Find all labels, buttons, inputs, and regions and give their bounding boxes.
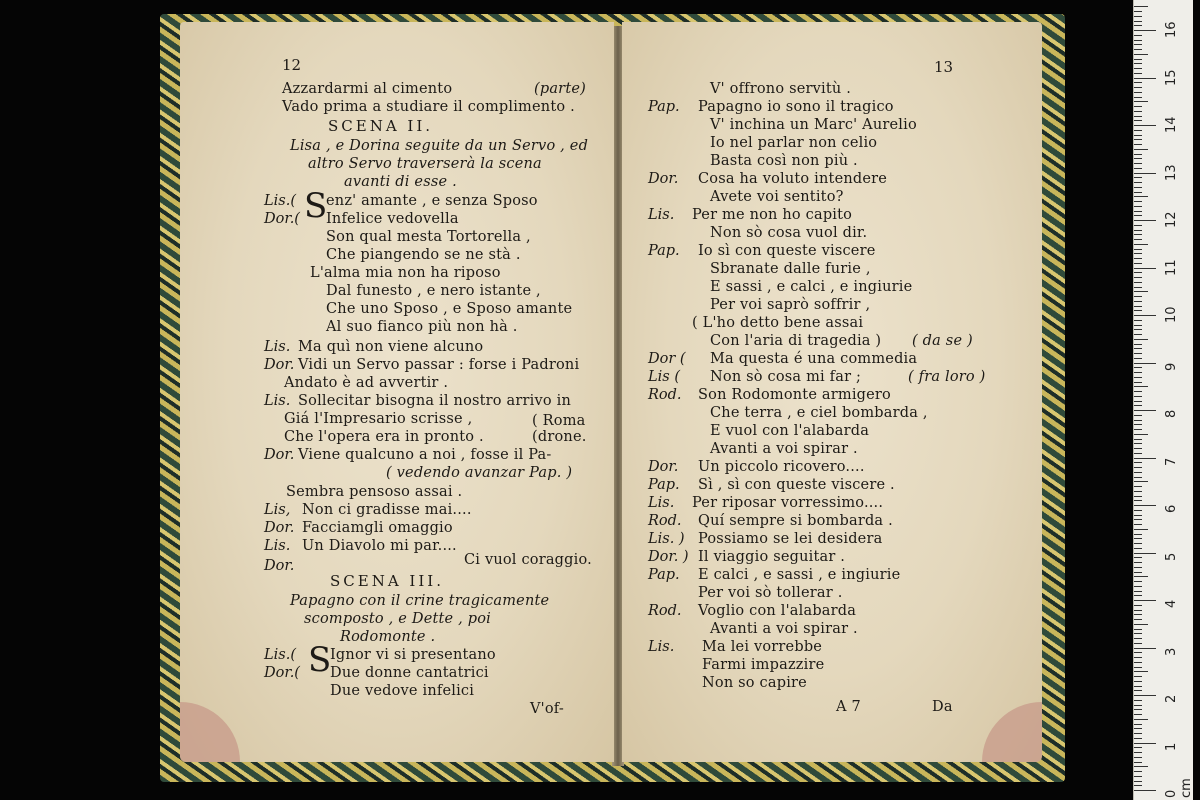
text-line: Sì , sì con queste viscere .: [698, 477, 895, 493]
ruler-label: 15: [1164, 68, 1179, 86]
ruler-tick: [1134, 462, 1142, 463]
text-line: Giá l'Impresario scrisse ,: [284, 411, 473, 427]
ruler-tick: [1134, 614, 1142, 615]
speaker-label: Lis.: [648, 207, 675, 223]
ruler-tick: [1134, 643, 1142, 644]
ruler-tick: [1134, 35, 1142, 36]
ruler-tick: [1134, 187, 1142, 188]
stage-direction: scomposto , e Dette , poi: [304, 611, 491, 627]
ruler-tick: [1134, 49, 1142, 50]
ruler-tick: [1134, 553, 1156, 554]
ruler-tick: [1134, 78, 1156, 79]
text-line: Infelice vedovella: [326, 211, 459, 227]
ruler-tick: [1134, 738, 1142, 739]
catchword: Da: [932, 699, 953, 715]
ruler-tick: [1134, 629, 1142, 630]
ruler-tick: [1134, 63, 1142, 64]
ruler-tick: [1134, 120, 1142, 121]
text-line: (drone.: [532, 429, 587, 445]
ruler-label: 10: [1164, 306, 1179, 323]
text-line: Son qual mesta Tortorella ,: [326, 229, 531, 245]
ruler-tick: [1134, 135, 1142, 136]
ruler-tick: [1134, 434, 1148, 435]
right-page-number: 13: [934, 58, 954, 76]
ruler-tick: [1134, 215, 1142, 216]
text-line: Un Diavolo mi par....: [302, 538, 457, 554]
text-line: Per voi saprò soffrir ,: [710, 297, 871, 313]
ruler-tick: [1134, 652, 1142, 653]
ruler-tick: [1134, 510, 1142, 511]
ruler-tick: [1134, 581, 1142, 582]
ruler-tick: [1134, 73, 1142, 74]
ruler-tick: [1134, 534, 1142, 535]
ruler-tick: [1134, 766, 1148, 767]
ruler-tick: [1134, 296, 1142, 297]
ruler-label: 0 cm: [1164, 778, 1194, 798]
ruler-tick: [1134, 177, 1142, 178]
drop-cap: S: [308, 640, 332, 680]
text-line: E vuol con l'alabarda: [710, 423, 870, 439]
text-line: Son Rodomonte armigero: [698, 387, 891, 403]
ruler-tick: [1134, 358, 1142, 359]
text-line: Avete voi sentito?: [710, 189, 844, 205]
ruler-tick: [1134, 106, 1142, 107]
stage-direction: (parte): [534, 81, 586, 97]
ruler-tick: [1134, 429, 1142, 430]
speaker-label: Lis.(: [264, 647, 296, 663]
ruler-tick: [1134, 206, 1142, 207]
ruler-tick: [1134, 116, 1142, 117]
ruler-tick: [1134, 681, 1142, 682]
text-line: Non sò cosa vuol dir.: [710, 225, 868, 241]
speaker-label: Rod.: [648, 387, 682, 403]
speaker-label: Pap.: [648, 477, 680, 493]
speaker-label: Dor.: [648, 459, 679, 475]
ruler-tick: [1134, 163, 1142, 164]
ruler-tick: [1134, 244, 1148, 245]
text-line: Quí sempre si bombarda .: [698, 513, 893, 529]
text-line: Papagno io sono il tragico: [698, 99, 894, 115]
ruler-tick: [1134, 348, 1142, 349]
ruler-tick: [1134, 44, 1142, 45]
text-line: Facciamgli omaggio: [302, 520, 453, 536]
measurement-ruler: [1133, 0, 1193, 800]
text-line: Al suo fianco più non hà .: [326, 319, 518, 335]
ruler-tick: [1134, 310, 1142, 311]
ruler-tick: [1134, 325, 1142, 326]
text-line: V' offrono servitù .: [710, 81, 852, 97]
ruler-tick: [1134, 733, 1142, 734]
speaker-label: Lis.: [264, 339, 291, 355]
text-line: Due vedove infelici: [330, 683, 475, 699]
ruler-tick: [1134, 496, 1142, 497]
ruler-tick: [1134, 776, 1142, 777]
ruler-tick: [1134, 781, 1142, 782]
text-line: Il viaggio seguitar .: [698, 549, 846, 565]
text-line: Ma quì non viene alcuno: [298, 339, 484, 355]
ruler-tick: [1134, 377, 1142, 378]
ruler-tick: [1134, 16, 1142, 17]
ruler-tick: [1134, 220, 1156, 221]
ruler-tick: [1134, 21, 1142, 22]
ruler-tick: [1134, 481, 1148, 482]
ruler-tick: [1134, 367, 1142, 368]
text-line: Un piccolo ricovero....: [698, 459, 865, 475]
speaker-label: Lis.(: [264, 193, 296, 209]
ruler-tick: [1134, 59, 1142, 60]
ruler-tick: [1134, 705, 1142, 706]
ruler-label: 13: [1164, 163, 1179, 181]
ruler-tick: [1134, 752, 1142, 753]
ruler-tick: [1134, 182, 1142, 183]
ruler-tick: [1134, 249, 1142, 250]
speaker-label: Dor.: [264, 558, 295, 574]
ruler-tick: [1134, 6, 1148, 7]
left-page-number: 12: [282, 56, 302, 74]
ruler-tick: [1134, 306, 1142, 307]
ruler-tick: [1134, 638, 1142, 639]
ruler-tick: [1134, 600, 1156, 601]
scene-heading: SCENA II.: [328, 117, 434, 135]
ruler-tick: [1134, 619, 1142, 620]
stage-direction: ( fra loro ): [908, 369, 986, 385]
scene-heading: SCENA III.: [330, 572, 444, 590]
ruler-tick: [1134, 268, 1156, 269]
ruler-label: 6: [1164, 504, 1179, 513]
ruler-tick: [1134, 671, 1148, 672]
ruler-tick: [1134, 372, 1142, 373]
ruler-tick: [1134, 139, 1142, 140]
text-line: Farmi impazzire: [702, 657, 825, 673]
ruler-tick: [1134, 543, 1142, 544]
text-line: ( L'ho detto bene assai: [692, 315, 864, 331]
ruler-tick: [1134, 595, 1142, 596]
ruler-tick: [1134, 144, 1142, 145]
ruler-label: 12: [1164, 211, 1179, 228]
ruler-tick: [1134, 633, 1142, 634]
text-line: L'alma mia non ha riposo: [310, 265, 501, 281]
text-line: Sbranate dalle furie ,: [710, 261, 871, 277]
ruler-tick: [1134, 173, 1156, 174]
text-line: Sembra pensoso assai .: [286, 484, 463, 500]
ruler-tick: [1134, 301, 1142, 302]
ruler-tick: [1134, 420, 1142, 421]
ruler-tick: [1134, 605, 1142, 606]
ruler-tick: [1134, 676, 1142, 677]
ruler-tick: [1134, 253, 1142, 254]
speaker-label: Dor.(: [264, 211, 300, 227]
ruler-label: 14: [1164, 116, 1179, 133]
text-line: Ma lei vorrebbe: [702, 639, 823, 655]
ruler-tick: [1134, 624, 1148, 625]
ruler-tick: [1134, 519, 1142, 520]
ruler-tick: [1134, 785, 1142, 786]
ruler-tick: [1134, 192, 1142, 193]
ruler-label: 16: [1164, 21, 1179, 38]
text-line: Che terra , e ciel bombarda ,: [710, 405, 928, 421]
ruler-tick: [1134, 234, 1142, 235]
ruler-tick: [1134, 477, 1142, 478]
ruler-tick: [1134, 282, 1142, 283]
text-line: Ci vuol coraggio.: [464, 552, 592, 568]
ruler-tick: [1134, 443, 1142, 444]
text-line: Non ci gradisse mai....: [302, 502, 472, 518]
text-line: Che piangendo se ne stà .: [326, 247, 521, 263]
ruler-tick: [1134, 448, 1142, 449]
ruler-tick: [1134, 586, 1142, 587]
ruler-tick: [1134, 757, 1142, 758]
drop-cap: S: [304, 186, 328, 226]
ruler-tick: [1134, 101, 1148, 102]
speaker-label: Pap.: [648, 567, 680, 583]
ruler-tick: [1134, 657, 1142, 658]
text-line: Cosa ha voluto intendere: [698, 171, 888, 187]
ruler-tick: [1134, 97, 1142, 98]
ruler-tick: [1134, 591, 1142, 592]
text-line: Ma questa é una commedia: [710, 351, 918, 367]
right-page-worn-corner: [982, 702, 1042, 762]
ruler-tick: [1134, 410, 1156, 411]
stage-direction: ( vedendo avanzar Pap. ): [386, 465, 573, 481]
ruler-tick: [1134, 82, 1142, 83]
ruler-tick: [1134, 714, 1142, 715]
speaker-label: Pap.: [648, 99, 680, 115]
ruler-tick: [1134, 11, 1142, 12]
ruler-tick: [1134, 154, 1142, 155]
stage-direction: Rodomonte .: [340, 629, 436, 645]
text-line: E calci , e sassi , e ingiurie: [698, 567, 901, 583]
ruler-tick: [1134, 54, 1148, 55]
left-page-worn-corner: [180, 702, 240, 762]
text-line: Viene qualcuno a noi , fosse il Pa-: [298, 447, 552, 463]
ruler-tick: [1134, 453, 1142, 454]
text-line: Vado prima a studiare il complimento .: [282, 99, 575, 115]
text-line: Dal funesto , e nero istante ,: [326, 283, 541, 299]
ruler-tick: [1134, 424, 1142, 425]
ruler-tick: [1134, 762, 1142, 763]
ruler-tick: [1134, 30, 1156, 31]
ruler-tick: [1134, 263, 1142, 264]
left-page: [180, 22, 614, 762]
catchword: V'of-: [530, 701, 564, 717]
speaker-label: Dor.: [648, 171, 679, 187]
ruler-tick: [1134, 728, 1142, 729]
ruler-tick: [1134, 92, 1142, 93]
ruler-tick: [1134, 572, 1142, 573]
text-line: Vidi un Servo passar : forse i Padroni: [298, 357, 580, 373]
ruler-tick: [1134, 719, 1148, 720]
ruler-tick: [1134, 277, 1142, 278]
ruler-tick: [1134, 320, 1142, 321]
ruler-label: 4: [1164, 599, 1179, 608]
ruler-tick: [1134, 40, 1142, 41]
right-page: [622, 22, 1042, 762]
ruler-tick: [1134, 486, 1142, 487]
text-line: Andato è ad avvertir .: [284, 375, 449, 391]
ruler-tick: [1134, 130, 1142, 131]
text-line: ( Roma: [532, 413, 586, 429]
ruler-tick: [1134, 315, 1156, 316]
text-line: E sassi , e calci , e ingiurie: [710, 279, 913, 295]
speaker-label: Rod.: [648, 513, 682, 529]
speaker-label: Rod.: [648, 603, 682, 619]
ruler-label: 1: [1164, 742, 1179, 751]
ruler-tick: [1134, 401, 1142, 402]
ruler-tick: [1134, 515, 1142, 516]
ruler-tick: [1134, 258, 1142, 259]
text-line: Non so capire: [702, 675, 807, 691]
ruler-tick: [1134, 396, 1142, 397]
ruler-tick: [1134, 790, 1156, 791]
ruler-label: 7: [1164, 457, 1179, 466]
speaker-label: Pap.: [648, 243, 680, 259]
ruler-label: 8: [1164, 409, 1179, 418]
speaker-label: Dor.: [264, 447, 295, 463]
ruler-tick: [1134, 125, 1156, 126]
ruler-label: 3: [1164, 647, 1179, 656]
ruler-tick: [1134, 344, 1142, 345]
ruler-tick: [1134, 771, 1142, 772]
text-line: Che l'opera era in pronto .: [284, 429, 484, 445]
ruler-tick: [1134, 562, 1142, 563]
ruler-tick: [1134, 230, 1142, 231]
ruler-tick: [1134, 386, 1148, 387]
stage-direction: Lisa , e Dorina seguite da un Servo , ed: [290, 138, 589, 154]
ruler-tick: [1134, 405, 1142, 406]
ruler-tick: [1134, 211, 1142, 212]
ruler-tick: [1134, 158, 1142, 159]
ruler-tick: [1134, 168, 1142, 169]
ruler-tick: [1134, 524, 1142, 525]
ruler-tick: [1134, 690, 1142, 691]
ruler-tick: [1134, 529, 1148, 530]
speaker-label: Lis.: [648, 495, 675, 511]
speaker-label: Dor.: [264, 520, 295, 536]
ruler-tick: [1134, 686, 1142, 687]
text-line: V' inchina un Marc' Aurelio: [710, 117, 917, 133]
ruler-label: 9: [1164, 362, 1179, 371]
text-line: Per riposar vorressimo....: [692, 495, 884, 511]
ruler-tick: [1134, 201, 1142, 202]
ruler-tick: [1134, 111, 1142, 112]
ruler-tick: [1134, 576, 1148, 577]
text-line: Due donne cantatrici: [330, 665, 489, 681]
ruler-tick: [1134, 467, 1142, 468]
ruler-label: 2: [1164, 694, 1179, 703]
text-line: Possiamo se lei desidera: [698, 531, 883, 547]
text-line: Avanti a voi spirar .: [710, 441, 858, 457]
ruler-tick: [1134, 567, 1142, 568]
speaker-label: Dor.: [264, 357, 295, 373]
ruler-tick: [1134, 415, 1142, 416]
text-line: Avanti a voi spirar .: [710, 621, 858, 637]
ruler-tick: [1134, 239, 1142, 240]
ruler-tick: [1134, 724, 1142, 725]
speaker-label: Lis.: [648, 639, 675, 655]
ruler-tick: [1134, 334, 1142, 335]
ruler-tick: [1134, 87, 1142, 88]
ruler-tick: [1134, 382, 1142, 383]
ruler-tick: [1134, 505, 1156, 506]
text-line: enz' amante , e senza Sposo: [326, 193, 538, 209]
speaker-label: Dor.(: [264, 665, 300, 681]
ruler-tick: [1134, 329, 1142, 330]
ruler-tick: [1134, 500, 1142, 501]
ruler-tick: [1134, 662, 1142, 663]
text-line: Non sò cosa mi far ;: [710, 369, 862, 385]
ruler-tick: [1134, 287, 1142, 288]
speaker-label: Lis. ): [648, 531, 685, 547]
ruler-label: 5: [1164, 552, 1179, 561]
ruler-tick: [1134, 648, 1156, 649]
ruler-tick: [1134, 458, 1156, 459]
stage-direction: Papagno con il crine tragicamente: [290, 593, 550, 609]
speaker-label: Dor (: [648, 351, 686, 367]
stage-direction: avanti di esse .: [344, 174, 457, 190]
speaker-label: Dor. ): [648, 549, 689, 565]
text-line: Basta così non più .: [710, 153, 858, 169]
ruler-tick: [1134, 610, 1142, 611]
ruler-tick: [1134, 391, 1142, 392]
ruler-tick: [1134, 196, 1148, 197]
ruler-tick: [1134, 695, 1156, 696]
ruler-tick: [1134, 747, 1142, 748]
text-line: Ignor vi si presentano: [330, 647, 496, 663]
ruler-tick: [1134, 272, 1142, 273]
ruler-tick: [1134, 25, 1142, 26]
ruler-tick: [1134, 472, 1142, 473]
ruler-tick: [1134, 700, 1142, 701]
ruler-tick: [1134, 439, 1142, 440]
text-line: Azzardarmi al cimento: [282, 81, 453, 97]
ruler-tick: [1134, 291, 1148, 292]
ruler-tick: [1134, 225, 1142, 226]
stage-direction: ( da se ): [912, 333, 973, 349]
ruler-tick: [1134, 667, 1142, 668]
text-line: Io sì con queste viscere: [698, 243, 876, 259]
ruler-tick: [1134, 68, 1142, 69]
ruler-tick: [1134, 353, 1142, 354]
ruler-tick: [1134, 363, 1156, 364]
speaker-label: Lis,: [264, 502, 291, 518]
signature-mark: A 7: [836, 699, 861, 715]
text-line: Sollecitar bisogna il nostro arrivo in: [298, 393, 571, 409]
speaker-label: Lis.: [264, 538, 291, 554]
text-line: Io nel parlar non celio: [710, 135, 878, 151]
speaker-label: Lis (: [648, 369, 680, 385]
text-line: Voglio con l'alabarda: [698, 603, 857, 619]
ruler-tick: [1134, 743, 1156, 744]
ruler-tick: [1134, 548, 1142, 549]
text-line: Per voi sò tollerar .: [698, 585, 843, 601]
ruler-tick: [1134, 339, 1148, 340]
ruler-tick: [1134, 557, 1142, 558]
ruler-label: 11: [1164, 258, 1179, 276]
stage-direction: altro Servo traverserà la scena: [308, 156, 542, 172]
ruler-tick: [1134, 709, 1142, 710]
ruler-tick: [1134, 149, 1148, 150]
text-line: Per me non ho capito: [692, 207, 853, 223]
text-line: Che uno Sposo , e Sposo amante: [326, 301, 573, 317]
ruler-tick: [1134, 491, 1142, 492]
ruler-tick: [1134, 538, 1142, 539]
text-line: Con l'aria di tragedia ): [710, 333, 882, 349]
speaker-label: Lis.: [264, 393, 291, 409]
